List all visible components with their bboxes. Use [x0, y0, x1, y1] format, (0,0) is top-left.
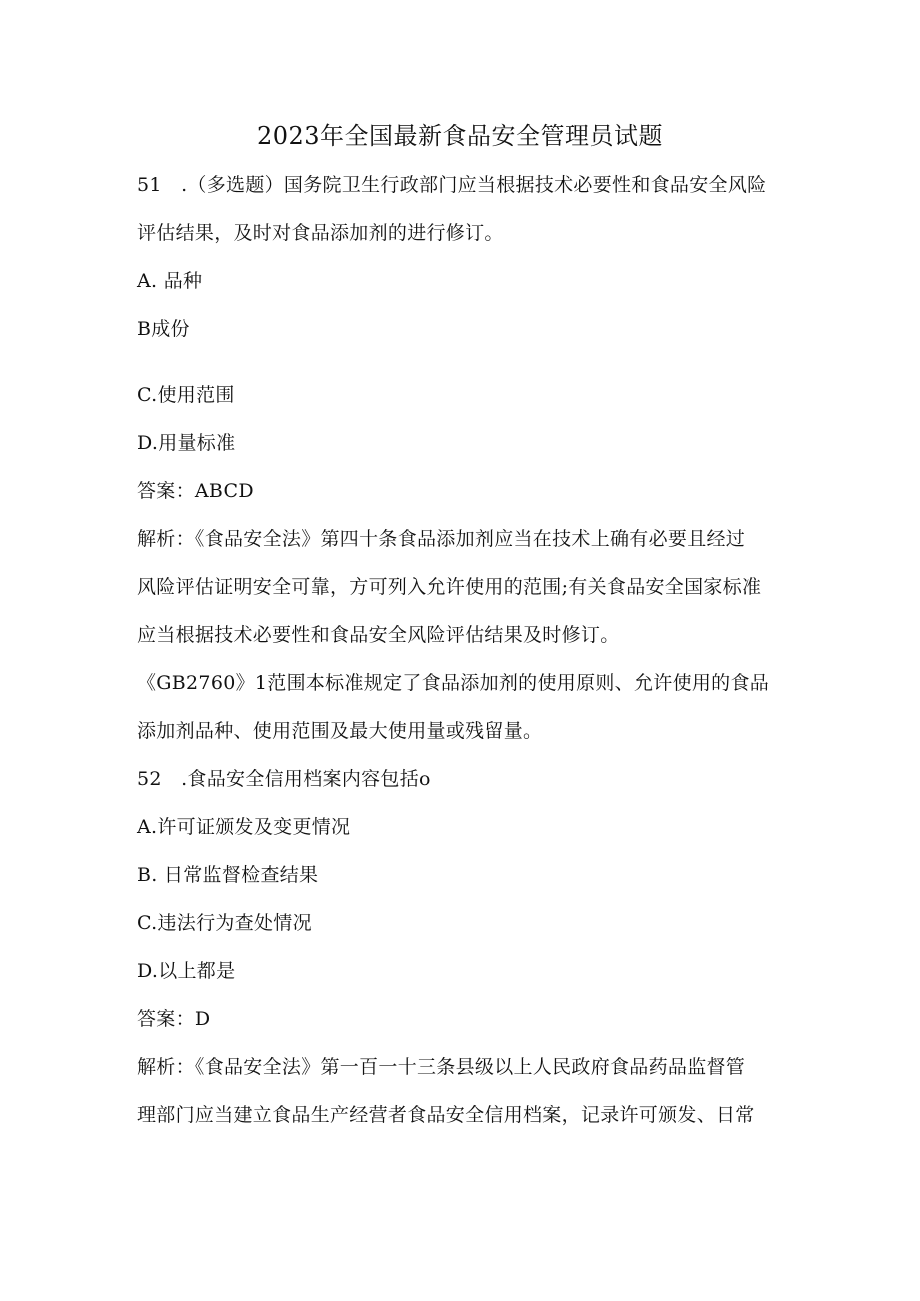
explanation-51-line-3: 应当根据技术必要性和食品安全风险评估结果及时修订。 — [137, 624, 620, 646]
option-c-52: C.违法行为查处情况 — [137, 912, 312, 934]
explanation-52-line-2: 理部门应当建立食品生产经营者食品安全信用档案，记录许可颁发、日常 — [137, 1104, 755, 1126]
explanation-51-line-5: 添加剂品种、使用范围及最大使用量或残留量。 — [137, 720, 543, 742]
answer-52: 答案：D — [137, 1008, 211, 1030]
option-d-51: D.用量标准 — [137, 432, 236, 454]
option-a-52: A.许可证颁发及变更情况 — [137, 816, 351, 838]
answer-51: 答案：ABCD — [137, 480, 254, 502]
question-51-text-line-2: 评估结果，及时对食品添加剂的进行修订。 — [137, 222, 504, 244]
explanation-52-line-1: 解析：《食品安全法》第一百一十三条县级以上人民政府食品药品监督管 — [137, 1056, 746, 1078]
option-c-51: C.使用范围 — [137, 384, 235, 406]
option-d-52: D.以上都是 — [137, 960, 236, 982]
explanation-51-line-1: 解析：《食品安全法》第四十条食品添加剂应当在技术上确有必要且经过 — [137, 528, 746, 550]
option-b-51: B成份 — [137, 318, 190, 340]
document-title: 2023年全国最新食品安全管理员试题 — [256, 122, 664, 150]
explanation-51-line-4: 《GB2760》1范围本标准规定了食品添加剂的使用原则、允许使用的食品 — [137, 672, 770, 694]
document-body — [137, 168, 797, 1132]
question-52-text: 52 .食品安全信用档案内容包括o — [137, 768, 431, 790]
option-a-51: A. 品种 — [137, 270, 203, 292]
question-51-text-line-1: 51 .（多选题）国务院卫生行政部门应当根据技术必要性和食品安全风险 — [137, 174, 767, 196]
option-b-52: B. 日常监督检查结果 — [137, 864, 319, 886]
explanation-51-line-2: 风险评估证明安全可靠，方可列入允许使用的范围;有关食品安全国家标准 — [137, 576, 762, 598]
